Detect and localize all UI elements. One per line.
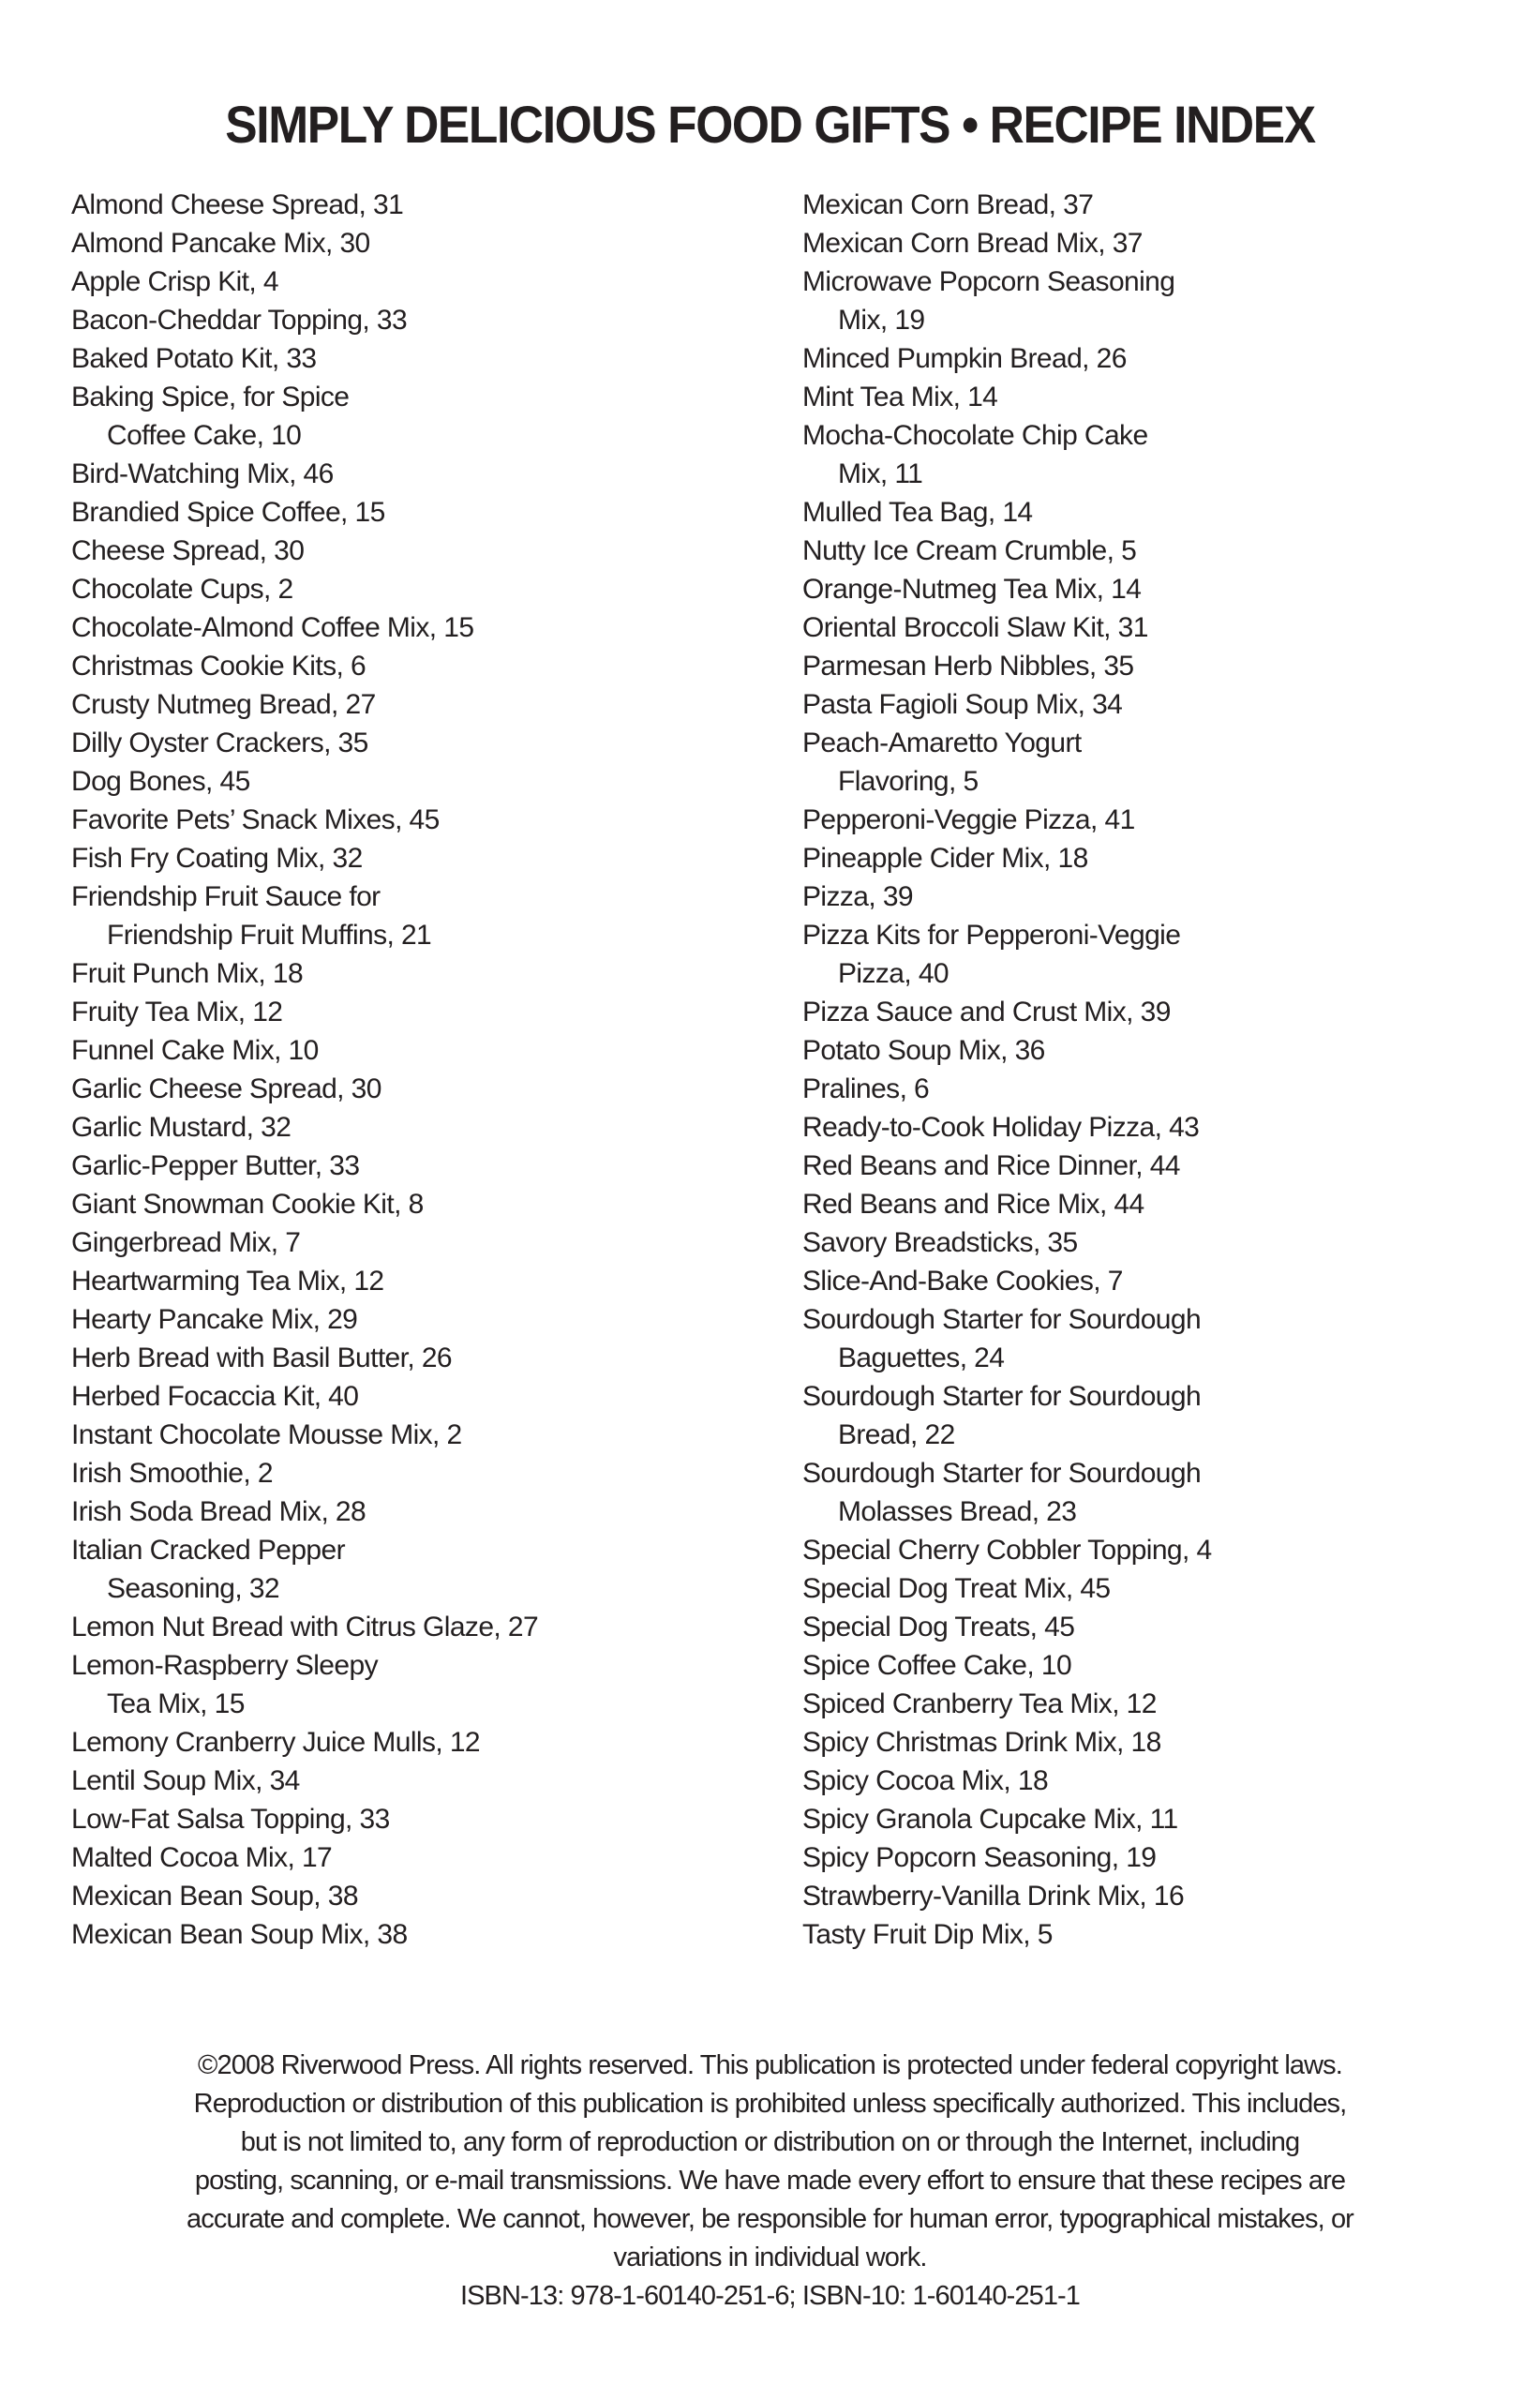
index-entry: Strawberry-Vanilla Drink Mix, 16 <box>802 1881 1185 1912</box>
index-entry: Pasta Fagioli Soup Mix, 34 <box>802 689 1123 720</box>
index-column-right <box>802 186 1515 1954</box>
index-entry: Spicy Granola Cupcake Mix, 11 <box>802 1804 1178 1835</box>
index-entry: Christmas Cookie Kits, 6 <box>71 651 366 682</box>
index-entry: Mexican Bean Soup, 38 <box>71 1881 358 1912</box>
index-entry: Herbed Focaccia Kit, 40 <box>71 1381 359 1412</box>
index-entry: Lentil Soup Mix, 34 <box>71 1765 300 1796</box>
index-entry: Parmesan Herb Nibbles, 35 <box>802 651 1134 682</box>
index-entry: Chocolate-Almond Coffee Mix, 15 <box>71 612 474 643</box>
copyright-line: ©2008 Riverwood Press. All rights reserved. This publication is protected under federal copyright laws. <box>198 2050 1342 2080</box>
index-entry: Friendship Fruit Sauce for <box>71 881 381 912</box>
index-entry: Mint Tea Mix, 14 <box>802 382 998 412</box>
index-entry: Special Cherry Cobbler Topping, 4 <box>802 1535 1212 1566</box>
index-entry: Mexican Corn Bread, 37 <box>802 189 1094 220</box>
index-entry: Sourdough Starter for Sourdough <box>802 1458 1202 1489</box>
index-entry: Orange-Nutmeg Tea Mix, 14 <box>802 574 1142 605</box>
index-entry: Gingerbread Mix, 7 <box>71 1227 301 1258</box>
index-entry: Favorite Pets’ Snack Mixes, 45 <box>71 804 440 835</box>
index-entry: Cheese Spread, 30 <box>71 535 305 566</box>
index-entry-continuation: Baguettes, 24 <box>838 1342 1005 1373</box>
index-entry: Nutty Ice Cream Crumble, 5 <box>802 535 1137 566</box>
index-entry-continuation: Seasoning, 32 <box>107 1573 280 1604</box>
index-entry-continuation: Mix, 11 <box>838 458 923 489</box>
index-entry: Slice-And-Bake Cookies, 7 <box>802 1266 1123 1297</box>
index-entry: Tasty Fruit Dip Mix, 5 <box>802 1919 1053 1950</box>
copyright-line: Reproduction or distribution of this publication is prohibited unless specifically authorized. This includes, <box>193 2089 1347 2119</box>
index-entry-continuation: Tea Mix, 15 <box>107 1688 245 1719</box>
index-entry-continuation: Pizza, 40 <box>838 958 949 989</box>
index-entry: Malted Cocoa Mix, 17 <box>71 1842 333 1873</box>
index-entry: Pepperoni-Veggie Pizza, 41 <box>802 804 1135 835</box>
index-entry: Potato Soup Mix, 36 <box>802 1035 1045 1066</box>
index-entry: Special Dog Treats, 45 <box>802 1612 1075 1642</box>
index-entry: Garlic-Pepper Butter, 33 <box>71 1150 360 1181</box>
index-column-left <box>71 186 784 1954</box>
index-entry: Pineapple Cider Mix, 18 <box>802 843 1088 874</box>
index-entry: Lemony Cranberry Juice Mulls, 12 <box>71 1727 480 1758</box>
index-entry: Pizza, 39 <box>802 881 913 912</box>
index-entry: Red Beans and Rice Dinner, 44 <box>802 1150 1180 1181</box>
index-entry: Oriental Broccoli Slaw Kit, 31 <box>802 612 1148 643</box>
index-entry: Spicy Popcorn Seasoning, 19 <box>802 1842 1157 1873</box>
index-entry: Spice Coffee Cake, 10 <box>802 1650 1072 1681</box>
index-entry: Italian Cracked Pepper <box>71 1535 345 1566</box>
isbn-line: ISBN-13: 978-1-60140-251-6; ISBN-10: 1-60140-251-1 <box>459 2281 1081 2311</box>
index-entry: Pralines, 6 <box>802 1073 930 1104</box>
index-entry: Funnel Cake Mix, 10 <box>71 1035 319 1066</box>
index-entry: Crusty Nutmeg Bread, 27 <box>71 689 376 720</box>
index-entry: Instant Chocolate Mousse Mix, 2 <box>71 1419 462 1450</box>
index-entry-continuation: Flavoring, 5 <box>838 766 979 797</box>
copyright-line: variations in individual work. <box>613 2242 927 2272</box>
index-entry: Brandied Spice Coffee, 15 <box>71 497 385 528</box>
index-entry: Irish Smoothie, 2 <box>71 1458 273 1489</box>
index-entry: Chocolate Cups, 2 <box>71 574 293 605</box>
copyright-line: posting, scanning, or e-mail transmissions. We have made every effort to ensure that these recipes are <box>194 2166 1346 2196</box>
index-entry: Microwave Popcorn Seasoning <box>802 266 1175 297</box>
index-entry: Red Beans and Rice Mix, 44 <box>802 1189 1144 1220</box>
index-entry: Garlic Mustard, 32 <box>71 1112 292 1143</box>
index-entry: Savory Breadsticks, 35 <box>802 1227 1078 1258</box>
index-entry: Mocha-Chocolate Chip Cake <box>802 420 1148 451</box>
index-entry: Spicy Cocoa Mix, 18 <box>802 1765 1049 1796</box>
index-entry: Bacon-Cheddar Topping, 33 <box>71 305 408 336</box>
index-entry: Bird-Watching Mix, 46 <box>71 458 334 489</box>
index-entry: Pizza Sauce and Crust Mix, 39 <box>802 997 1171 1028</box>
index-entry: Spiced Cranberry Tea Mix, 12 <box>802 1688 1157 1719</box>
index-entry: Giant Snowman Cookie Kit, 8 <box>71 1189 424 1220</box>
index-entry: Hearty Pancake Mix, 29 <box>71 1304 358 1335</box>
index-entry: Baked Potato Kit, 33 <box>71 343 317 374</box>
index-entry-continuation: Mix, 19 <box>838 305 925 336</box>
index-entry: Minced Pumpkin Bread, 26 <box>802 343 1127 374</box>
index-entry: Spicy Christmas Drink Mix, 18 <box>802 1727 1161 1758</box>
index-entry: Special Dog Treat Mix, 45 <box>802 1573 1111 1604</box>
index-entry: Apple Crisp Kit, 4 <box>71 266 278 297</box>
index-entry: Ready-to-Cook Holiday Pizza, 43 <box>802 1112 1200 1143</box>
copyright-footer <box>37 2047 1503 2316</box>
copyright-line: but is not limited to, any form of reproduction or distribution on or through the Internet, including <box>240 2127 1300 2157</box>
index-entry: Garlic Cheese Spread, 30 <box>71 1073 381 1104</box>
index-entry: Sourdough Starter for Sourdough <box>802 1381 1202 1412</box>
index-entry: Almond Cheese Spread, 31 <box>71 189 404 220</box>
index-entry: Sourdough Starter for Sourdough <box>802 1304 1202 1335</box>
index-entry: Peach-Amaretto Yogurt <box>802 728 1082 758</box>
copyright-line: accurate and complete. We cannot, however, be responsible for human error, typographical mistakes, or <box>187 2204 1353 2234</box>
index-entry: Mexican Corn Bread Mix, 37 <box>802 228 1143 259</box>
index-entry-continuation: Coffee Cake, 10 <box>107 420 302 451</box>
page-title: SIMPLY DELICIOUS FOOD GIFTS • RECIPE INDEX <box>225 95 1315 154</box>
index-entry: Fish Fry Coating Mix, 32 <box>71 843 363 874</box>
index-entry: Dilly Oyster Crackers, 35 <box>71 728 368 758</box>
index-entry: Irish Soda Bread Mix, 28 <box>71 1496 366 1527</box>
index-entry: Fruity Tea Mix, 12 <box>71 997 283 1028</box>
index-entry: Baking Spice, for Spice <box>71 382 350 412</box>
index-entry-continuation: Molasses Bread, 23 <box>838 1496 1077 1527</box>
index-entry: Low-Fat Salsa Topping, 33 <box>71 1804 390 1835</box>
index-entry: Lemon-Raspberry Sleepy <box>71 1650 378 1681</box>
index-entry: Herb Bread with Basil Butter, 26 <box>71 1342 453 1373</box>
index-entry: Mulled Tea Bag, 14 <box>802 497 1033 528</box>
index-entry-continuation: Friendship Fruit Muffins, 21 <box>107 920 432 951</box>
index-entry: Mexican Bean Soup Mix, 38 <box>71 1919 408 1950</box>
index-entry: Pizza Kits for Pepperoni-Veggie <box>802 920 1181 951</box>
index-entry-continuation: Bread, 22 <box>838 1419 955 1450</box>
index-entry: Heartwarming Tea Mix, 12 <box>71 1266 384 1297</box>
index-entry: Fruit Punch Mix, 18 <box>71 958 304 989</box>
index-entry: Lemon Nut Bread with Citrus Glaze, 27 <box>71 1612 539 1642</box>
index-entry: Almond Pancake Mix, 30 <box>71 228 370 259</box>
index-entry: Dog Bones, 45 <box>71 766 250 797</box>
